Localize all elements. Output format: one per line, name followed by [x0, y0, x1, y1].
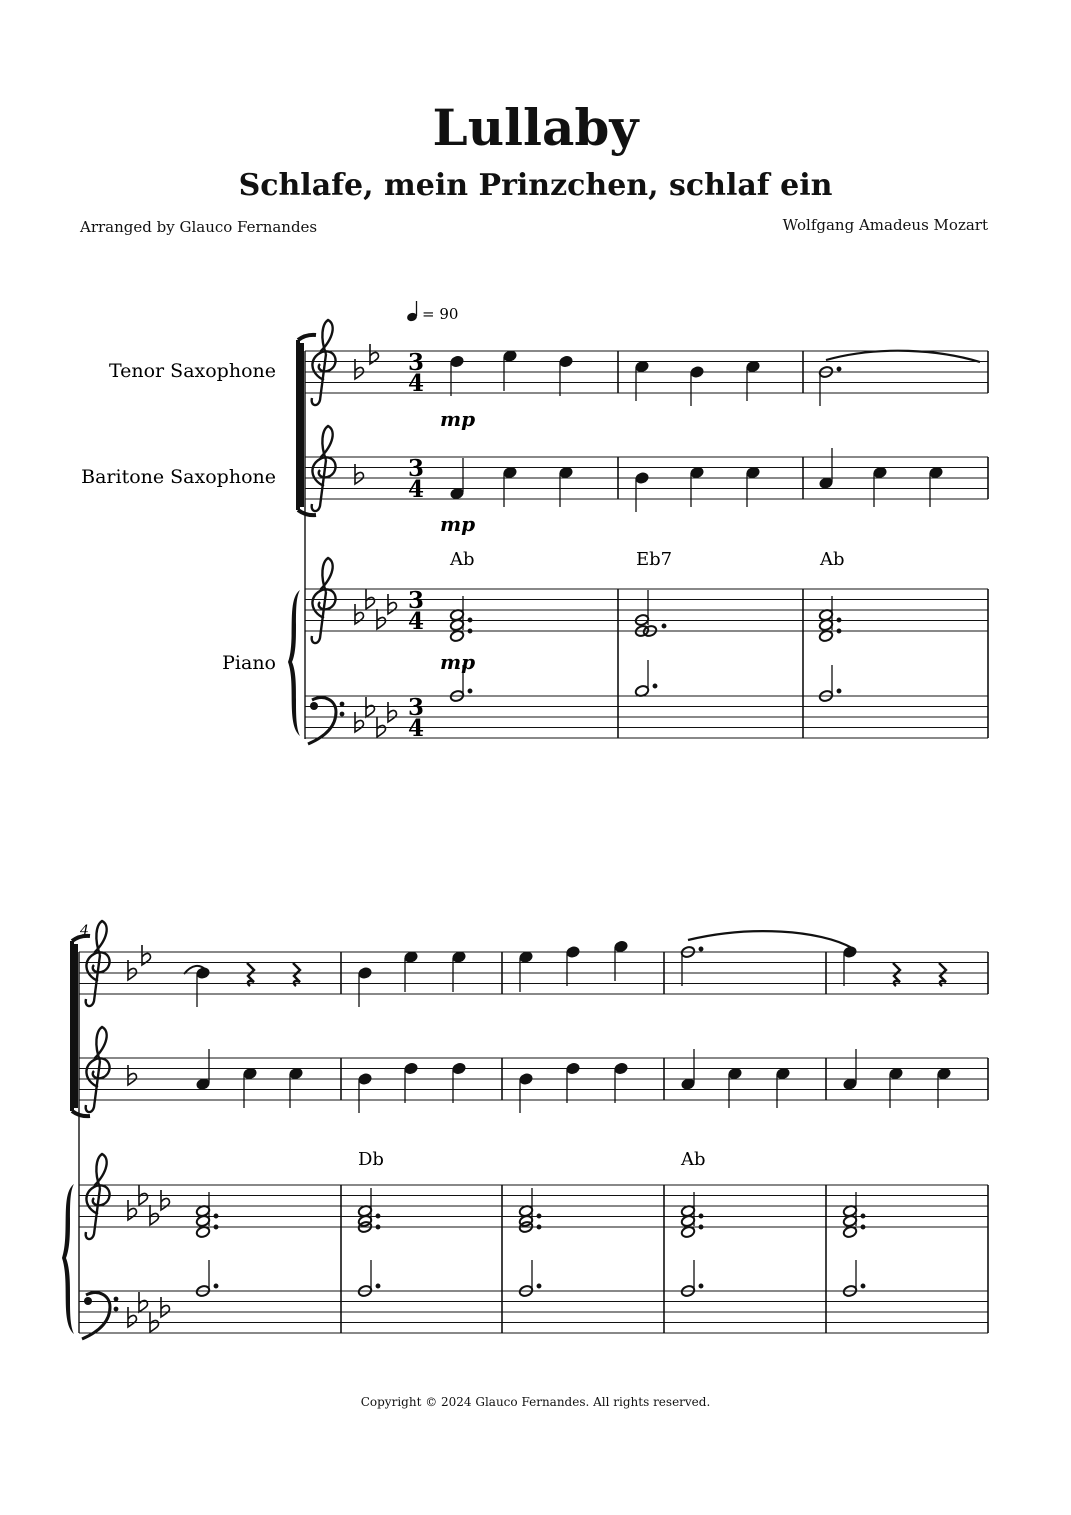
svg-text:4: 4 [407, 370, 425, 397]
dynamic-mp: mp [440, 407, 476, 431]
flat-sign [377, 609, 386, 629]
tempo-text: = 90 [422, 305, 459, 323]
tenor-notes-1 [450, 350, 980, 406]
chord-symbol: Ab [681, 1149, 706, 1170]
baritone-notes-1 [450, 448, 943, 512]
arranger-credit: Arranged by Glauco Fernandes [80, 218, 318, 236]
svg-text:3: 3 [407, 349, 425, 376]
flat-sign [161, 1190, 170, 1210]
piano-brace [62, 1184, 74, 1334]
svg-text:3: 3 [407, 694, 425, 721]
chord-symbol: Db [358, 1149, 384, 1170]
staff-tenor-2 [79, 952, 988, 994]
treble-clef [86, 1027, 110, 1112]
composer-credit: Wolfgang Amadeus Mozart [782, 216, 988, 234]
flat-sign [161, 1297, 170, 1317]
baritone-notes-2 [196, 1049, 951, 1113]
label-piano: Piano [222, 652, 276, 674]
bass-clef [82, 1293, 118, 1339]
svg-text:4: 4 [407, 715, 425, 742]
bass-clef [308, 698, 344, 744]
treble-clef [86, 1154, 110, 1239]
treble-clef [86, 921, 110, 1006]
chord-symbol: Eb7 [636, 549, 673, 570]
treble-clef [312, 426, 336, 511]
treble-clef [312, 558, 336, 643]
measure-number: 4 [80, 923, 89, 939]
staff-piano-bass-2 [79, 1291, 988, 1333]
flat-sign [128, 1307, 137, 1327]
dynamic-mp: mp [440, 650, 476, 674]
score-subtitle: Schlafe, mein Prinzchen, schlaf ein [238, 168, 833, 203]
system-2 [62, 921, 988, 1339]
score-title: Lullaby [432, 98, 639, 157]
flat-sign [150, 1205, 159, 1225]
label-tenor-saxophone: Tenor Saxophone [108, 360, 276, 382]
time-signatures [408, 349, 424, 742]
chord-symbol: Ab [820, 549, 845, 570]
tenor-notes-2 [184, 931, 946, 1007]
dynamic-mp: mp [440, 512, 476, 536]
svg-text:4: 4 [407, 476, 425, 503]
piano-bass-notes-2 [195, 1260, 864, 1298]
piano-brace [288, 590, 300, 736]
system-1 [81, 301, 988, 744]
svg-text:4: 4 [407, 608, 425, 635]
treble-clef [312, 320, 336, 405]
label-baritone-saxophone: Baritone Saxophone [81, 466, 276, 488]
chord-symbol: Ab [450, 549, 475, 570]
svg-text:3: 3 [407, 587, 425, 614]
svg-text:3: 3 [407, 455, 425, 482]
barlines-2 [341, 952, 988, 1333]
tempo-mark [406, 301, 459, 323]
flat-sign [388, 594, 397, 614]
barlines-1 [618, 351, 988, 738]
piano-treble-chords-1 [449, 590, 840, 643]
flat-sign [355, 712, 364, 732]
copyright-notice: Copyright © 2024 Glauco Fernandes. All rights reserved. [360, 1395, 711, 1409]
flat-sign [388, 702, 397, 722]
